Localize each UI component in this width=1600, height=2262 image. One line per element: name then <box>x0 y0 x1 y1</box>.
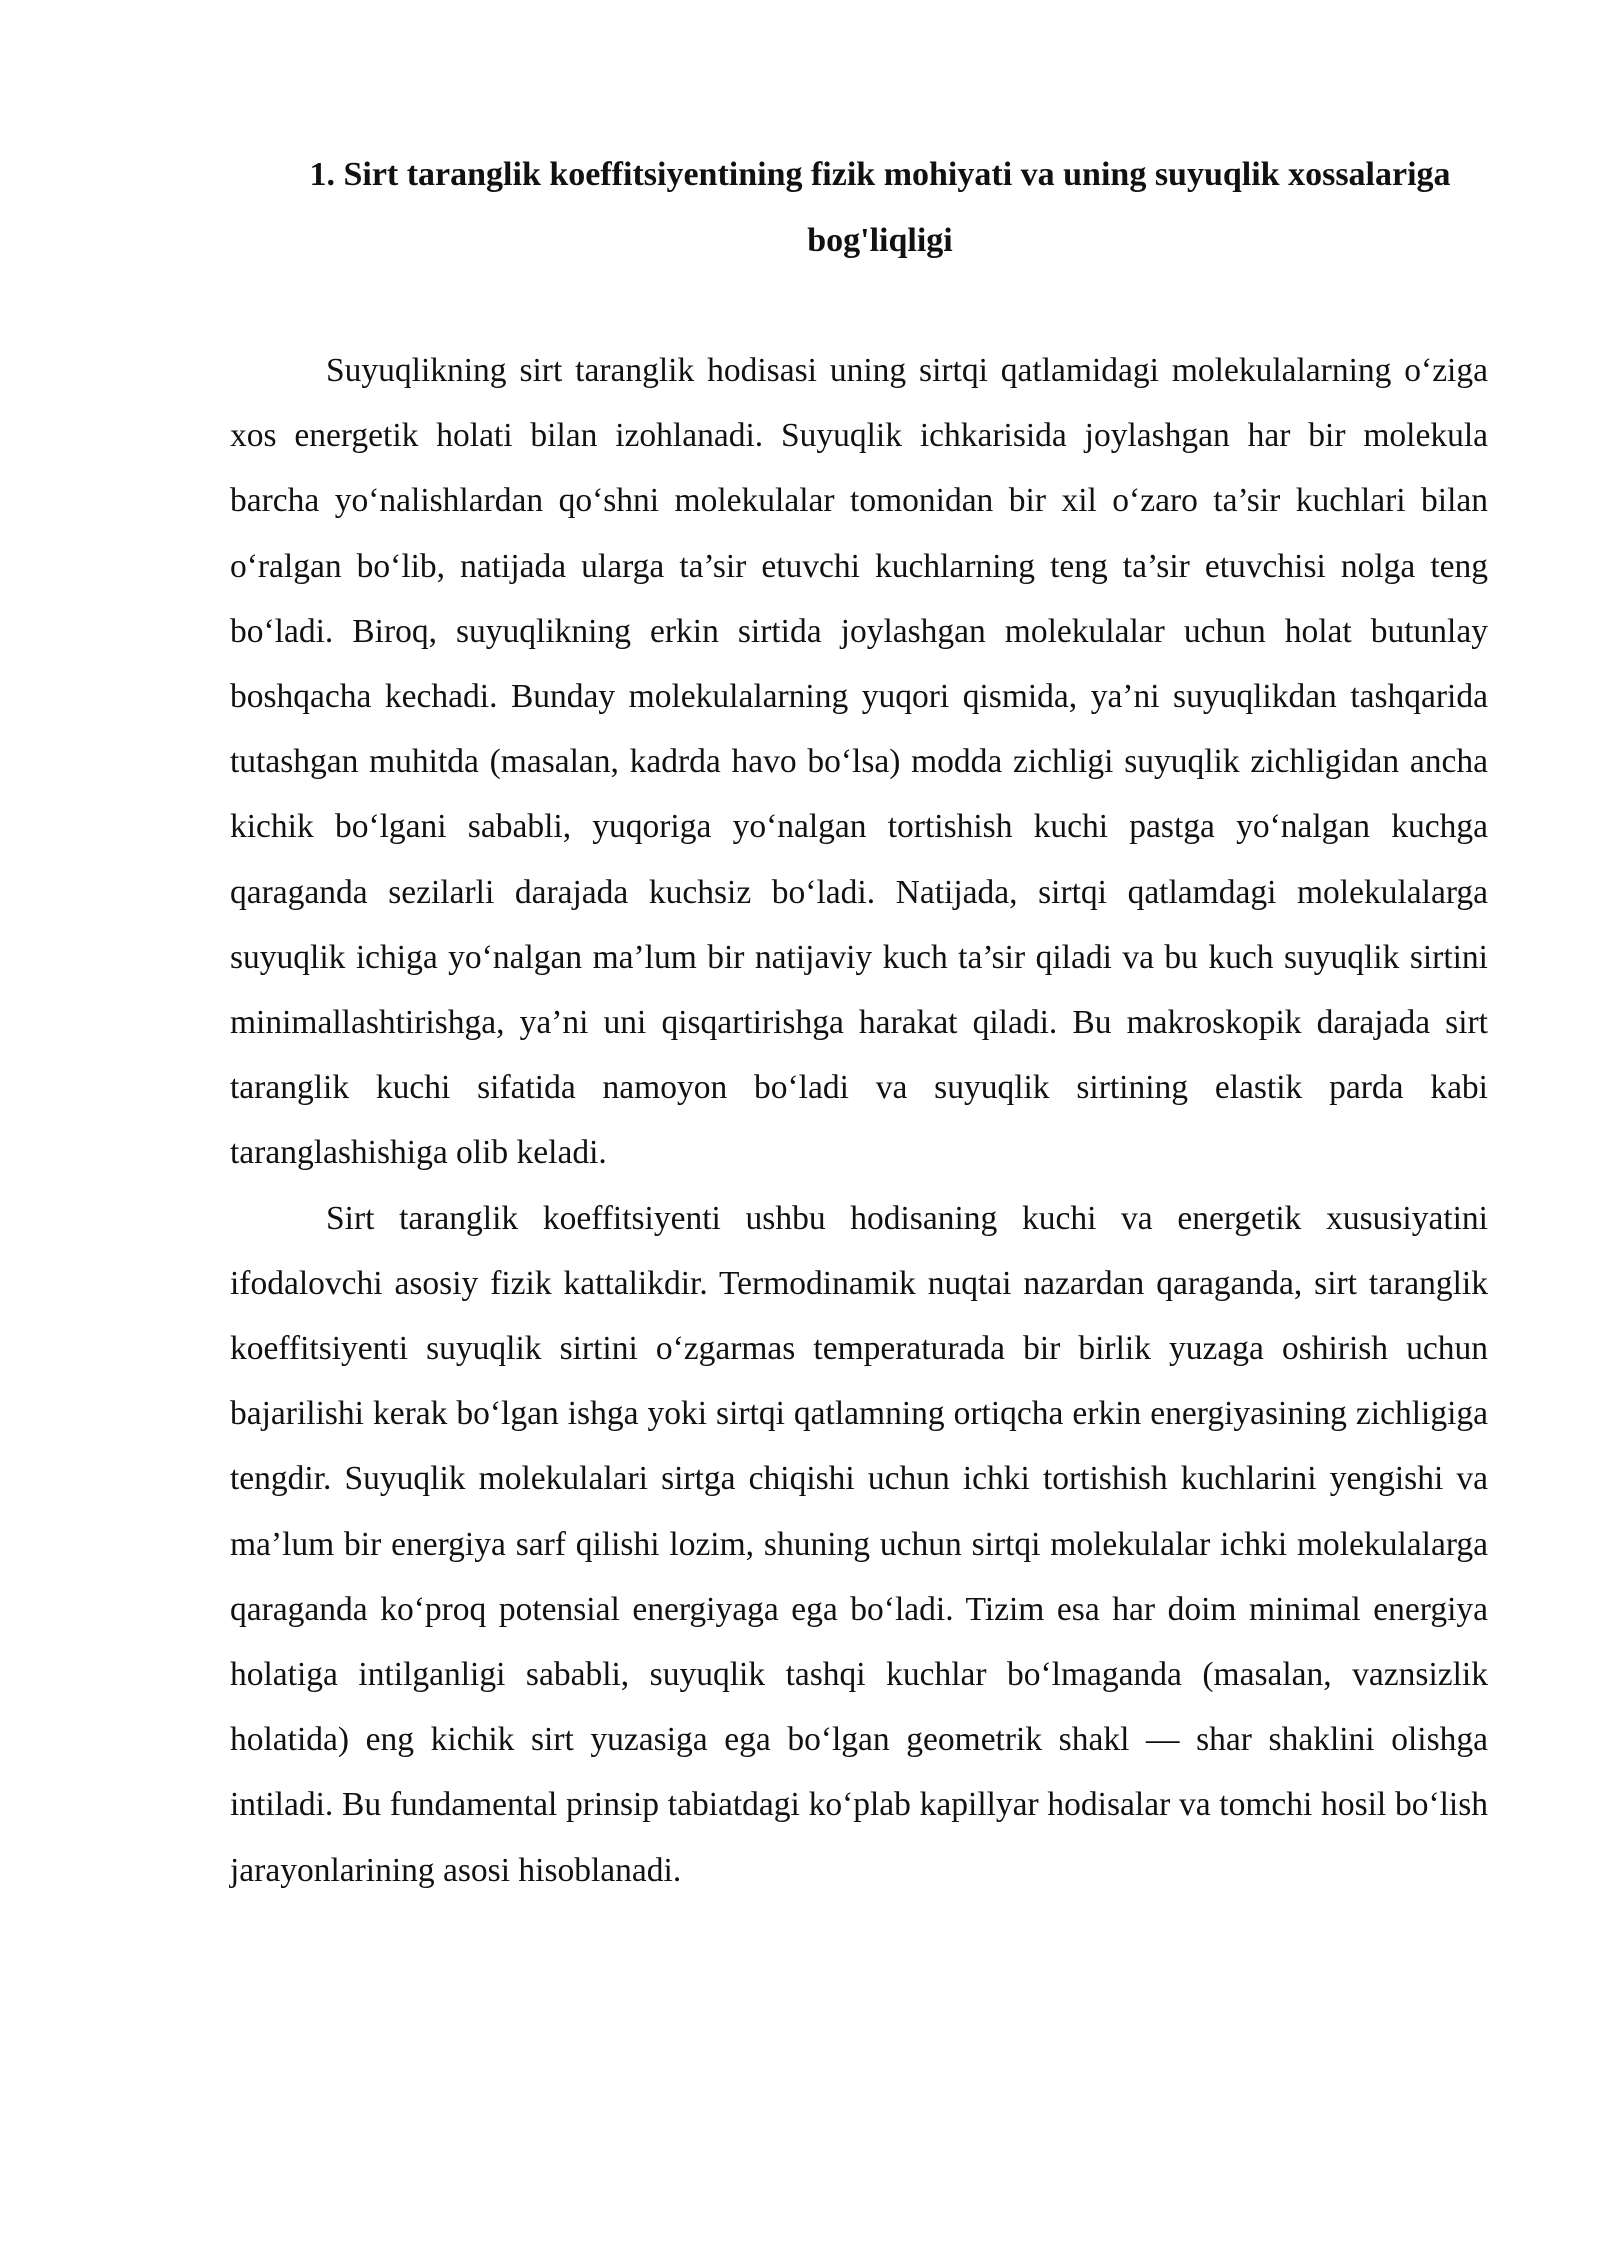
body-text <box>230 338 1488 1903</box>
paragraph-1: Suyuqlikning sirt taranglik hodisasi uning sirtqi qatlamidagi molekulalarning o‘ziga xos energetik holati bilan izohlanadi. Suyuqlik ichkarisida joylashgan har bir molekula barcha yo‘nalishlardan qo‘shni molekulalar tomonidan bir xil o‘zaro ta’sir kuchlari bilan o‘ralgan bo‘lib, natijada ularga ta’sir etuvchi kuchlarning teng ta’sir etuvchisi nolga teng bo‘ladi. Biroq, suyuqlikning erkin sirtida joylashgan molekulalar uchun holat butunlay boshqacha kechadi. Bunday molekulalarning yuqori qismida, ya’ni suyuqlikdan tashqarida tutashgan muhitda (masalan, kadrda havo bo‘lsa) modda zichligi suyuqlik zichligidan ancha kichik bo‘lgani sababli, yuqoriga yo‘nalgan tortishish kuchi pastga yo‘nalgan kuchga qaraganda sezilarli darajada kuchsiz bo‘ladi. Natijada, sirtqi qatlamdagi molekulalarga suyuqlik ichiga yo‘nalgan ma’lum bir natijaviy kuch ta’sir qiladi va bu kuch suyuqlik sirtini minimallashtirishga, ya’ni uni qisqartirishga harakat qiladi. Bu makroskopik darajada sirt taranglik kuchi sifatida namoyon bo‘ladi va suyuqlik sirtining elastik parda kabi taranglashishiga olib keladi. <box>230 352 1488 1172</box>
section-title: 1. Sirt taranglik koeffitsiyentining fizik mohiyati va uning suyuqlik xossalariga bog'liqligi <box>309 156 1451 259</box>
paragraph-2: Sirt taranglik koeffitsiyenti ushbu hodisaning kuchi va energetik xususiyatini ifodalovchi asosiy fizik kattalikdir. Termodinamik nuqtai nazardan qaraganda, sirt taranglik koeffitsiyenti suyuqlik sirtini o‘zgarmas temperaturada bir birlik yuzaga oshirish uchun bajarilishi kerak bo‘lgan ishga yoki sirtqi qatlamning ortiqcha erkin energiyasining zichligiga tengdir. Suyuqlik molekulalari sirtga chiqishi uchun ichki tortishish kuchlarini yengishi va ma’lum bir energiya sarf qilishi lozim, shuning uchun sirtqi molekulalar ichki molekulalarga qaraganda ko‘proq potensial energiyaga ega bo‘ladi. Tizim esa har doim minimal energiya holatiga intilganligi sababli, suyuqlik tashqi kuchlar bo‘lmaganda (masalan, vaznsizlik holatida) eng kichik sirt yuzasiga ega bo‘lgan geometrik shakl — shar shaklini olishga intiladi. Bu fundamental prinsip tabiatdagi ko‘plab kapillyar hodisalar va tomchi hosil bo‘lish jarayonlarining asosi hisoblanadi. <box>230 1199 1488 1889</box>
